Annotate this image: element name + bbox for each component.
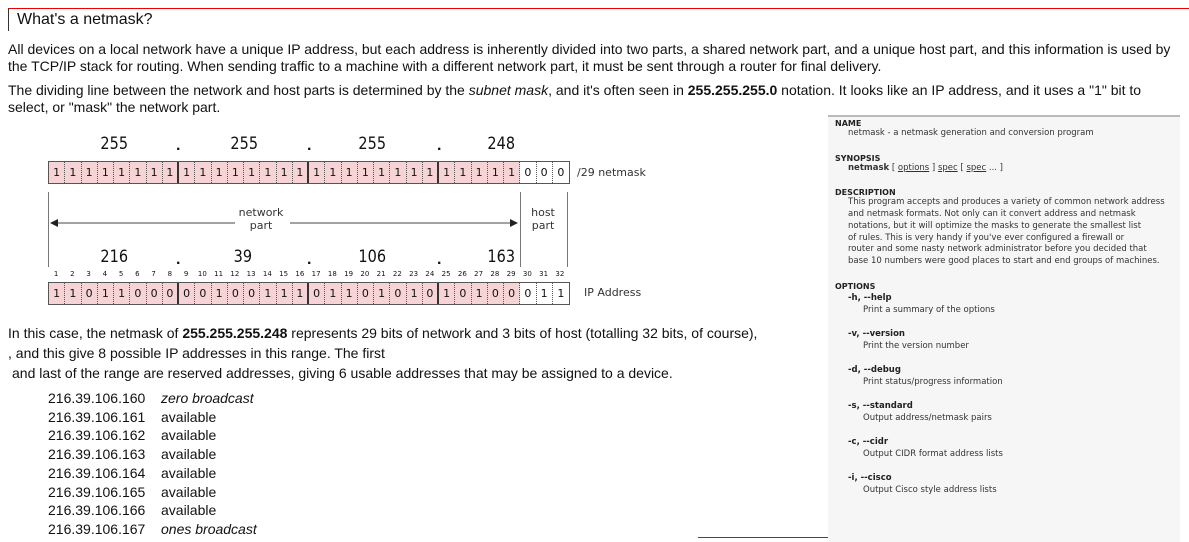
intro-paragraph: All devices on a local network have a unique IP address, but each address is inherently divided into two parts, a shared network part, and a unique host part, and this information is used by the TCP/IP stack for routing. When sending traffic to a machine with a different network part, it must be sent through a router for final delivery. bbox=[8, 41, 1171, 74]
address-row bbox=[48, 445, 257, 464]
divider bbox=[48, 192, 49, 267]
bit-cell: 1 bbox=[179, 162, 195, 183]
dot: . bbox=[176, 137, 181, 154]
bit-cell: 0 bbox=[520, 162, 536, 183]
bit-cell: 1 bbox=[277, 283, 293, 304]
bit-cell: 0 bbox=[195, 283, 211, 304]
ip-bits bbox=[48, 282, 570, 305]
bit-numbers bbox=[48, 270, 568, 278]
bit-cell: 0 bbox=[179, 283, 195, 304]
bit-number: 14 bbox=[262, 270, 272, 278]
option-desc: Output CIDR format address lists bbox=[863, 448, 1003, 459]
cmd: netmask bbox=[848, 162, 890, 173]
subnet-mask-term: subnet mask bbox=[468, 82, 549, 98]
bit-number: 2 bbox=[70, 270, 75, 278]
spec-link[interactable]: spec bbox=[937, 162, 958, 173]
explanation-line-3: and last of the range are reserved addresses, giving 6 usable addresses that may be assigned to a device. bbox=[12, 365, 673, 381]
mask-bits bbox=[48, 161, 570, 184]
text: notation. It looks like an IP address, and it uses a "1" bit to select, or "mask" the network part. bbox=[8, 82, 1142, 115]
subnet-paragraph bbox=[8, 82, 1183, 116]
bit-cell: 1 bbox=[309, 162, 325, 183]
option-flag: -i, --cisco bbox=[848, 472, 892, 483]
bit-number: 12 bbox=[230, 270, 240, 278]
mask-example: 255.255.255.0 bbox=[687, 82, 778, 98]
address-row bbox=[48, 464, 257, 483]
ip-label: IP Address bbox=[584, 286, 642, 299]
address-list bbox=[48, 389, 257, 539]
option-flag: -s, --standard bbox=[848, 400, 913, 411]
address-status: zero broadcast bbox=[161, 390, 254, 406]
address-row bbox=[48, 483, 257, 502]
bit-number: 29 bbox=[506, 270, 516, 278]
bit-number: 25 bbox=[441, 270, 451, 278]
bit-cell: 0 bbox=[228, 283, 244, 304]
bit-cell: 1 bbox=[455, 162, 471, 183]
address-row bbox=[48, 501, 257, 520]
mask-octet: 248 bbox=[487, 134, 516, 154]
bit-cell: 1 bbox=[130, 162, 146, 183]
options-link[interactable]: options bbox=[897, 162, 930, 173]
bit-cell: 1 bbox=[49, 283, 65, 304]
bit-cell: 1 bbox=[244, 162, 260, 183]
bit-cell: 1 bbox=[277, 162, 293, 183]
man-page-panel bbox=[828, 115, 1180, 542]
desc-line: base 10 numbers were good places to start and end groups of machines. bbox=[848, 255, 1160, 266]
bit-number: 3 bbox=[86, 270, 91, 278]
bit-cell: 1 bbox=[488, 162, 504, 183]
host-label bbox=[528, 206, 558, 232]
man-heading: OPTIONS bbox=[835, 281, 876, 291]
bit-number: 11 bbox=[214, 270, 224, 278]
bit-number: 8 bbox=[167, 270, 173, 278]
bit-cell: 1 bbox=[293, 162, 309, 183]
bit-cell: 0 bbox=[390, 283, 406, 304]
bit-number: 28 bbox=[490, 270, 500, 278]
option-flag: -v, --version bbox=[848, 328, 905, 339]
option-flag: -d, --debug bbox=[848, 364, 901, 375]
bit-number: 22 bbox=[392, 270, 402, 278]
bit-cell: 1 bbox=[423, 162, 439, 183]
network-label bbox=[238, 206, 284, 232]
ip-octet: 216 bbox=[100, 247, 129, 267]
desc-line: of rules. This is very handy if you've ever configured a firewall or bbox=[848, 232, 1125, 243]
desc-line: and netmask formats. Not only can it convert address and netmask bbox=[848, 209, 1136, 220]
dot: . bbox=[307, 137, 312, 154]
bit-cell: 0 bbox=[455, 283, 471, 304]
bit-cell: 1 bbox=[228, 162, 244, 183]
address-status: available bbox=[161, 502, 217, 519]
bit-number: 5 bbox=[118, 270, 124, 278]
divider bbox=[520, 192, 521, 267]
address-row bbox=[48, 426, 257, 445]
bit-cell: 1 bbox=[114, 162, 130, 183]
bit-cell: 1 bbox=[293, 283, 309, 304]
explanation-line-2: , and this give 8 possible IP addresses in this range. The first bbox=[8, 345, 385, 361]
desc-line: router and some nasty network administrator before you decided that bbox=[848, 244, 1147, 255]
bit-cell: 1 bbox=[98, 162, 114, 183]
bit-cell: 1 bbox=[98, 283, 114, 304]
bit-number: 15 bbox=[279, 270, 289, 278]
address-ip: 216.39.106.167 bbox=[48, 520, 146, 537]
man-heading: SYNOPSIS bbox=[835, 153, 881, 163]
bit-cell: 1 bbox=[195, 162, 211, 183]
bit-cell: 1 bbox=[260, 283, 276, 304]
bit-number: 1 bbox=[53, 270, 59, 278]
text: , and it's often seen in bbox=[548, 82, 688, 98]
bit-number: 23 bbox=[409, 270, 419, 278]
bit-cell: 1 bbox=[212, 162, 228, 183]
address-ip: 216.39.106.162 bbox=[48, 427, 146, 444]
bit-cell: 1 bbox=[147, 162, 163, 183]
bit-cell: 0 bbox=[82, 283, 98, 304]
bit-number: 10 bbox=[197, 270, 207, 278]
bit-cell: 1 bbox=[557, 287, 565, 300]
bit-cell: 0 bbox=[147, 283, 163, 304]
option-desc: Output Cisco style address lists bbox=[863, 484, 997, 495]
man-description bbox=[848, 197, 1180, 267]
address-status: available bbox=[161, 427, 217, 444]
bit-number: 20 bbox=[360, 270, 370, 278]
dot: . bbox=[437, 137, 442, 154]
bit-cell: 0 bbox=[488, 283, 504, 304]
bit-cell: 1 bbox=[342, 162, 358, 183]
option-desc: Print status/progress information bbox=[863, 376, 1003, 387]
bit-number: 13 bbox=[246, 270, 256, 278]
bit-number: 17 bbox=[311, 270, 321, 278]
bit-cell: 1 bbox=[358, 162, 374, 183]
netmask-diagram bbox=[0, 120, 660, 310]
desc-line: notations, but it will optimize the masks to generate the smallest list bbox=[848, 220, 1142, 231]
text: In this case, the netmask of bbox=[8, 325, 183, 341]
dot: . bbox=[176, 251, 181, 268]
bit-number: 26 bbox=[457, 270, 467, 278]
man-heading: NAME bbox=[835, 119, 862, 128]
bit-number: 4 bbox=[102, 270, 108, 278]
address-ip: 216.39.106.166 bbox=[48, 502, 146, 519]
bit-cell: 0 bbox=[537, 162, 553, 183]
bit-cell: 1 bbox=[472, 283, 488, 304]
option-flag: -c, --cidr bbox=[848, 436, 889, 447]
bit-cell: 1 bbox=[65, 283, 81, 304]
bit-cell: 0 bbox=[358, 283, 374, 304]
desc-line: This program accepts and produces a variety of common network address bbox=[848, 197, 1165, 208]
address-row bbox=[48, 389, 257, 408]
address-row bbox=[48, 520, 257, 539]
man-options bbox=[828, 293, 1180, 495]
bit-cell: 1 bbox=[49, 162, 65, 183]
text: part bbox=[531, 219, 555, 232]
bit-cell: 0 bbox=[423, 283, 439, 304]
ip-octet: 163 bbox=[487, 247, 516, 267]
spec-link[interactable]: spec bbox=[966, 162, 987, 173]
address-row bbox=[48, 408, 257, 427]
bit-cell: 1 bbox=[472, 162, 488, 183]
bit-number: 27 bbox=[474, 270, 484, 278]
bit-number: 32 bbox=[555, 270, 565, 278]
bit-cell: 1 bbox=[390, 162, 406, 183]
divider bbox=[698, 537, 828, 538]
text: network bbox=[238, 206, 284, 219]
bit-cell: 1 bbox=[439, 283, 455, 304]
bit-cell: 1 bbox=[65, 162, 81, 183]
bit-cell: 1 bbox=[212, 283, 228, 304]
bit-cell: 1 bbox=[374, 283, 390, 304]
bit-cell: 0 bbox=[520, 283, 536, 304]
dot: . bbox=[307, 251, 312, 268]
bit-cell: 0 bbox=[163, 283, 179, 304]
bit-number: 7 bbox=[151, 270, 156, 278]
option-desc: Output address/netmask pairs bbox=[863, 412, 992, 423]
bit-cell: 1 bbox=[325, 283, 341, 304]
mask-value: 255.255.255.248 bbox=[182, 325, 288, 341]
bit-cell: 1 bbox=[82, 162, 98, 183]
text: The dividing line between the network and host parts is determined by the bbox=[8, 82, 469, 98]
ip-octet: 106 bbox=[358, 247, 387, 267]
bit-cell: 1 bbox=[163, 162, 179, 183]
option-desc: Print a summary of the options bbox=[863, 304, 995, 315]
bit-cell: 0 bbox=[130, 283, 146, 304]
bit-number: 18 bbox=[327, 270, 337, 278]
bit-cell: 0 bbox=[504, 283, 520, 304]
bit-number: 19 bbox=[344, 270, 354, 278]
bit-cell: 0 bbox=[557, 166, 565, 179]
bit-cell: 1 bbox=[260, 162, 276, 183]
bit-number: 24 bbox=[425, 270, 435, 278]
address-ip: 216.39.106.164 bbox=[48, 464, 146, 481]
text: host bbox=[531, 206, 555, 219]
text: represents 29 bits of network and 3 bits of host (totalling 32 bits, of course), bbox=[287, 325, 758, 341]
address-status: available bbox=[161, 483, 217, 500]
bit-number: 30 bbox=[522, 270, 532, 278]
mask-octet: 255 bbox=[358, 134, 387, 154]
bit-number: 21 bbox=[376, 270, 386, 278]
text: part bbox=[249, 219, 273, 232]
divider bbox=[567, 192, 568, 267]
address-status: available bbox=[161, 446, 217, 463]
address-status: ones broadcast bbox=[161, 520, 257, 537]
mask-label: /29 netmask bbox=[577, 166, 646, 179]
bit-cell: 1 bbox=[504, 162, 520, 183]
address-ip: 216.39.106.160 bbox=[48, 390, 146, 406]
option-desc: Print the version number bbox=[863, 340, 969, 351]
address-status: available bbox=[161, 408, 217, 425]
network-arrow bbox=[50, 218, 518, 228]
bit-number: 6 bbox=[135, 270, 140, 278]
bit-cell: 1 bbox=[439, 162, 455, 183]
man-name: netmask - a netmask generation and conversion program bbox=[848, 128, 1094, 138]
mask-octet: 255 bbox=[100, 134, 129, 154]
man-heading: DESCRIPTION bbox=[835, 188, 896, 198]
bit-cell: 1 bbox=[342, 283, 358, 304]
bit-number: 16 bbox=[295, 270, 305, 278]
address-ip: 216.39.106.161 bbox=[48, 408, 146, 425]
dot: . bbox=[437, 251, 442, 268]
bit-cell: 1 bbox=[325, 162, 341, 183]
mask-octet: 255 bbox=[230, 134, 259, 154]
bit-cell: 1 bbox=[114, 283, 130, 304]
address-ip: 216.39.106.163 bbox=[48, 446, 146, 463]
bit-cell: 1 bbox=[407, 283, 423, 304]
bit-number: 9 bbox=[183, 270, 189, 278]
address-ip: 216.39.106.165 bbox=[48, 483, 146, 500]
bit-cell: 0 bbox=[309, 283, 325, 304]
section-title: What's a netmask? bbox=[8, 8, 1189, 31]
bit-number: 31 bbox=[539, 270, 549, 278]
ip-octet: 39 bbox=[233, 247, 253, 267]
bit-cell: 0 bbox=[244, 283, 260, 304]
bit-cell: 1 bbox=[407, 162, 423, 183]
bit-cell: 1 bbox=[537, 283, 553, 304]
option-flag: -h, --help bbox=[848, 292, 892, 303]
bit-cell: 1 bbox=[374, 162, 390, 183]
man-synopsis: netmask [ options ] spec [ spec ... ] bbox=[848, 162, 1003, 173]
address-status: available bbox=[161, 464, 217, 481]
